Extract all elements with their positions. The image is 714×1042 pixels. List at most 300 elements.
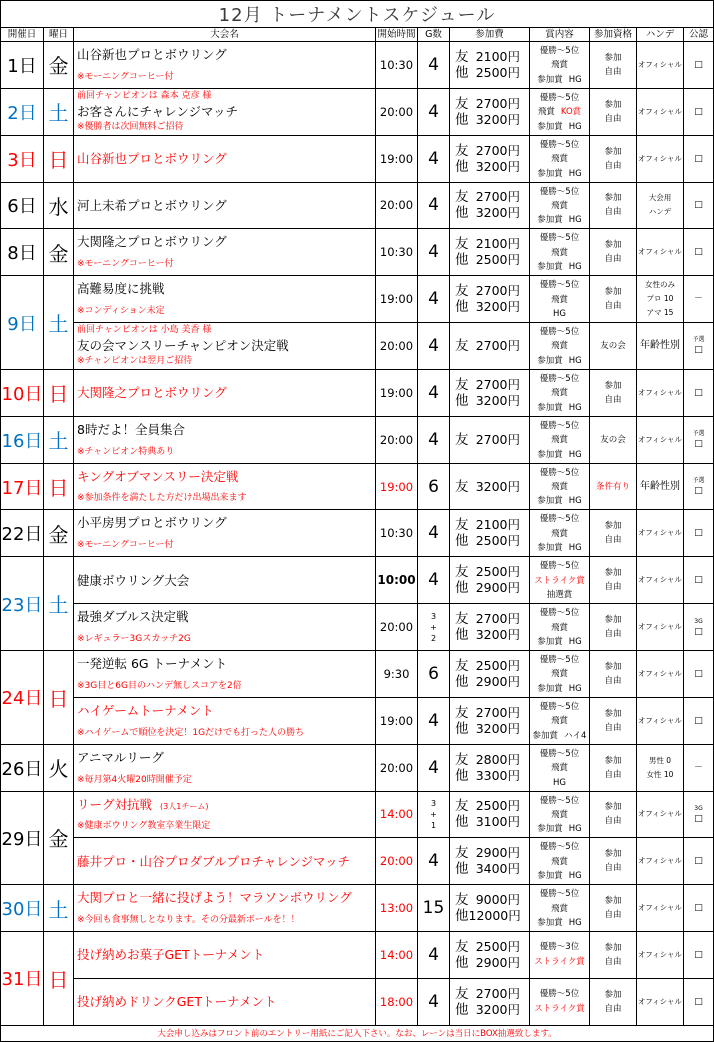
fee-label: 他 — [455, 954, 469, 971]
eligibility-text: 参加 — [604, 568, 622, 579]
fee-cell — [450, 89, 530, 136]
event-title — [77, 797, 208, 814]
fee-line — [455, 393, 520, 409]
prize-line — [551, 248, 568, 258]
handicap-text: オフィシャル — [637, 949, 683, 959]
handicap-cell — [637, 136, 684, 183]
date-cell: 30日 — [0, 885, 44, 932]
event-title — [77, 338, 289, 353]
start-time: 9:30 — [376, 651, 418, 698]
eligibility-cell — [590, 136, 637, 183]
event-name-cell — [74, 604, 376, 651]
prize-cell — [530, 745, 590, 792]
fee-amount: 3200円 — [475, 720, 520, 736]
prize-item: 優勝～5位 — [539, 327, 580, 338]
fee-line — [455, 236, 520, 252]
fee-line — [455, 564, 520, 580]
certified-cell — [684, 745, 714, 792]
handicap-cell — [637, 838, 684, 885]
prize-item: 飛賞 — [550, 435, 568, 446]
weekday-cell: 金 — [44, 42, 74, 89]
eligibility-text: 条件有り — [595, 481, 630, 492]
fee-cell — [450, 136, 530, 183]
certified-mark: □ — [694, 575, 703, 586]
game-count: 4 — [418, 417, 450, 464]
prize-cell — [530, 323, 590, 370]
fee-label: 他 — [455, 767, 469, 784]
fee-label: 友 — [455, 431, 469, 448]
prize-item: 参加賞 — [537, 683, 563, 694]
eligibility-text: 自由 — [604, 629, 622, 640]
fee-label: 友 — [455, 236, 469, 253]
fee-label: 他 — [455, 720, 469, 737]
certified-cell — [684, 417, 714, 464]
fee-amount: 3400円 — [475, 861, 520, 877]
game-count: 6 — [418, 464, 450, 511]
certified-cell — [684, 838, 714, 885]
event-title — [77, 385, 227, 400]
prize-item: HG — [568, 262, 582, 273]
handicap-text: オフィシャル — [637, 387, 683, 397]
handicap-cell — [637, 885, 684, 932]
fee-label: 他 — [455, 627, 469, 644]
eligibility-text: 自由 — [604, 769, 622, 780]
prize-item: 優勝～5位 — [539, 280, 580, 291]
certified-mark: □ — [694, 626, 703, 637]
prize-item: 飛賞 — [550, 341, 568, 352]
game-count: 4 — [418, 510, 450, 557]
prize-item: 飛賞 — [550, 669, 568, 680]
event-title-sub: (3人1チーム) — [160, 801, 209, 811]
prize-item: 優勝～5位 — [539, 420, 580, 431]
eligibility-cell — [590, 229, 637, 276]
start-time: 20:00 — [376, 323, 418, 370]
prize-item: HG — [568, 168, 582, 179]
certified-mark: □ — [694, 153, 703, 164]
event-title-text: リーグ対抗戦 — [77, 796, 153, 812]
start-time: 19:00 — [376, 698, 418, 745]
fee-amount: 3100円 — [475, 814, 520, 830]
event-note — [77, 540, 173, 551]
prize-item: 飛賞 — [550, 763, 568, 774]
prize-line — [540, 702, 579, 712]
eligibility-text: 自由 — [604, 160, 622, 171]
fee-line — [455, 814, 520, 830]
fee-label: 友 — [455, 283, 469, 300]
event-title-text: 小平房男プロとボウリング — [77, 515, 227, 531]
event-title-text: 投げ納めドリンクGETトーナメント — [77, 994, 277, 1010]
fee-label: 他 — [455, 205, 469, 222]
handicap-cell — [637, 510, 684, 557]
fee-line — [455, 338, 520, 354]
event-title-text: アニマルリーグ — [77, 749, 164, 765]
weekday-cell: 金 — [44, 510, 74, 557]
fee-amount: 2900円 — [475, 580, 520, 596]
event-name-cell — [74, 370, 376, 417]
prize-item: 飛賞 — [550, 294, 568, 305]
fee-label: 友 — [455, 376, 469, 393]
handicap-cell — [637, 557, 684, 604]
event-note-text: ※チャンピオンは翌月ご招待 — [77, 355, 193, 366]
prize-item: 参加賞 — [537, 262, 563, 273]
column-header-prizes: 賞内容 — [530, 28, 590, 42]
start-time: 13:00 — [376, 885, 418, 932]
certified-cell — [684, 885, 714, 932]
certified-note: 3G — [694, 617, 703, 625]
weekday-cell: 金 — [44, 792, 74, 886]
column-header-date: 開催日 — [0, 28, 44, 42]
fee-cell — [450, 745, 530, 792]
handicap-cell — [637, 183, 684, 230]
fee-label: 友 — [455, 938, 469, 955]
prize-line — [551, 154, 568, 164]
eligibility-cell — [590, 183, 637, 230]
event-title-text: 高難易度に挑戦 — [77, 281, 165, 297]
eligibility-text: 自由 — [604, 910, 622, 921]
certified-mark: □ — [694, 106, 703, 117]
date-cell: 22日 — [0, 510, 44, 557]
event-title-text: 山谷新也プロとボウリング — [77, 47, 227, 62]
event-note — [77, 493, 247, 504]
eligibility-cell — [590, 885, 637, 932]
eligibility-text: 参加 — [604, 849, 622, 860]
fee-label: 友 — [455, 337, 469, 354]
start-time: 19:00 — [376, 136, 418, 183]
prize-line — [537, 637, 582, 647]
certified-mark: □ — [694, 200, 703, 211]
certified-cell — [684, 323, 714, 370]
eligibility-text: 自由 — [604, 113, 622, 124]
prize-line — [551, 295, 568, 305]
prize-line — [537, 356, 582, 366]
prize-cell — [530, 979, 590, 1026]
prize-item: 優勝～5位 — [539, 186, 580, 197]
fee-label: 友 — [455, 48, 469, 65]
prize-line — [551, 623, 568, 633]
game-count — [418, 604, 450, 651]
game-count: 4 — [418, 370, 450, 417]
eligibility-text: 参加 — [604, 942, 622, 953]
start-time: 20:00 — [376, 604, 418, 651]
fee-line — [455, 479, 520, 495]
eligibility-cell — [590, 651, 637, 698]
prize-line — [537, 918, 582, 928]
fee-cell — [450, 417, 530, 464]
prize-item: 参加賞 — [537, 215, 563, 226]
prize-cell — [530, 183, 590, 230]
event-name-cell — [74, 792, 376, 839]
eligibility-cell — [590, 42, 637, 89]
prize-line — [551, 810, 568, 820]
prize-item: 抽選賞 — [546, 590, 573, 601]
event-name-cell — [74, 89, 376, 136]
weekday-cell: 日 — [44, 651, 74, 745]
prize-item: 飛賞 — [537, 107, 555, 118]
certified-mark: □ — [694, 345, 703, 356]
certified-mark: □ — [694, 387, 703, 398]
event-title — [77, 198, 227, 213]
weekday-cell: 火 — [44, 745, 74, 792]
prize-cell — [530, 792, 590, 839]
weekday-cell: 日 — [44, 464, 74, 511]
event-note — [77, 821, 210, 832]
prize-line — [551, 857, 568, 867]
handicap-text: オフィシャル — [637, 996, 683, 1006]
event-note — [77, 122, 184, 133]
handicap-text: プロ 10 — [646, 294, 674, 304]
game-count: 4 — [418, 136, 450, 183]
game-count: 4 — [418, 323, 450, 370]
prize-line — [540, 561, 579, 571]
fee-line — [455, 283, 520, 299]
event-name-cell — [74, 745, 376, 792]
event-name-cell — [74, 979, 376, 1026]
start-time: 10:00 — [376, 557, 418, 604]
weekday-cell: 金 — [44, 229, 74, 276]
date-cell: 24日 — [0, 651, 44, 745]
eligibility-text: 参加 — [604, 755, 622, 766]
prize-cell — [530, 604, 590, 651]
fee-cell — [450, 885, 530, 932]
prize-item: 優勝～5位 — [539, 561, 580, 572]
event-title-text: 大関隆之プロとボウリング — [77, 385, 227, 401]
game-count: 4 — [418, 838, 450, 885]
event-title-text: 友の会マンスリーチャンピオン決定戦 — [77, 338, 289, 354]
prize-item: 参加賞 — [537, 402, 563, 413]
prize-line — [540, 233, 579, 243]
handicap-cell — [637, 604, 684, 651]
certified-note: 3G — [694, 804, 703, 812]
prize-item: 参加賞 — [537, 168, 563, 179]
eligibility-text: 参加 — [604, 99, 622, 110]
prize-line — [551, 904, 568, 914]
fee-amount: 2500円 — [475, 657, 520, 673]
event-title — [77, 573, 189, 588]
event-note — [77, 915, 300, 926]
prize-item: 参加賞 — [537, 918, 563, 929]
column-header-games: G数 — [418, 28, 450, 42]
prize-item: HG — [553, 309, 566, 320]
handicap-text: 女性のみ — [645, 280, 675, 290]
game-count — [418, 792, 450, 839]
game-count: 4 — [418, 89, 450, 136]
handicap-text: ハンデ — [648, 207, 672, 217]
prize-item: 優勝～5位 — [539, 748, 580, 759]
fee-label: 友 — [455, 798, 469, 815]
event-note-text: ※モーニングコーヒー付 — [77, 540, 174, 551]
event-note-text: ※3G目と6G目のハンデ無しスコアを2倍 — [77, 680, 242, 691]
eligibility-cell — [590, 276, 637, 323]
fee-label: 他 — [455, 64, 469, 81]
prize-item: HG — [568, 402, 582, 413]
fee-amount: 2100円 — [475, 517, 520, 533]
prize-item: HG — [568, 683, 582, 694]
eligibility-cell — [590, 417, 637, 464]
event-note — [77, 325, 211, 336]
handicap-text: オフィシャル — [637, 106, 683, 116]
fee-amount: 2900円 — [475, 954, 520, 970]
certified-cell — [684, 464, 714, 511]
fee-label: 他 — [455, 299, 469, 316]
event-name-cell — [74, 932, 376, 979]
event-note — [77, 775, 192, 786]
fee-label: 他 — [455, 814, 469, 831]
event-title-text: ハイゲームトーナメント — [77, 702, 214, 718]
fee-line — [455, 658, 520, 674]
certified-mark: － — [693, 762, 703, 773]
fee-line — [455, 845, 520, 861]
event-title — [77, 854, 350, 869]
prize-item: ストライク賞 — [534, 575, 585, 586]
prize-line — [551, 388, 568, 398]
fee-line — [455, 768, 520, 784]
certified-cell — [684, 183, 714, 230]
event-note-text: ※健康ボウリング教室卒業生限定 — [77, 821, 211, 832]
certified-cell — [684, 42, 714, 89]
eligibility-text: 自由 — [604, 816, 622, 827]
event-title — [77, 234, 227, 249]
prize-line — [547, 590, 573, 600]
eligibility-text: 自由 — [604, 254, 622, 265]
prize-item: 参加賞 — [537, 496, 563, 507]
column-header-certified: 公認 — [684, 28, 714, 42]
event-title — [77, 281, 165, 296]
prize-item: HG — [568, 871, 582, 882]
certified-cell — [684, 698, 714, 745]
event-note — [77, 306, 165, 317]
event-name-cell — [74, 276, 376, 323]
event-title-text: キングオブマンスリー決定戦 — [77, 468, 239, 484]
start-time: 20:00 — [376, 838, 418, 885]
fee-amount: 3300円 — [475, 767, 520, 783]
date-cell: 17日 — [0, 464, 44, 511]
fee-amount: 2800円 — [475, 751, 520, 767]
event-title-text: 河上未希プロとボウリング — [77, 197, 227, 213]
prize-line — [537, 403, 582, 413]
handicap-text: オフィシャル — [637, 809, 683, 819]
handicap-cell — [637, 370, 684, 417]
event-title-text: 8時だよ！全員集合 — [77, 421, 185, 437]
eligibility-text: 自由 — [604, 301, 622, 312]
fee-amount: 3200円 — [475, 1001, 520, 1017]
event-note — [77, 728, 304, 739]
prize-line — [540, 280, 579, 290]
event-name-cell — [74, 42, 376, 89]
certified-cell — [684, 276, 714, 323]
fee-line — [455, 798, 520, 814]
eligibility-cell — [590, 698, 637, 745]
certified-cell — [684, 229, 714, 276]
certified-mark: □ — [694, 59, 703, 70]
fee-line — [455, 986, 520, 1002]
fee-amount: 2900円 — [475, 673, 520, 689]
event-title — [77, 947, 264, 962]
prize-line — [537, 122, 582, 132]
fee-amount: 2700円 — [475, 376, 520, 392]
fee-cell — [450, 651, 530, 698]
fee-line — [455, 955, 520, 971]
prize-line — [551, 60, 568, 70]
eligibility-text: 参加 — [604, 287, 622, 298]
prize-line — [537, 169, 582, 179]
date-cell: 1日 — [0, 42, 44, 89]
prize-item: 優勝～5位 — [539, 139, 580, 150]
fee-label: 友 — [455, 517, 469, 534]
start-time: 20:00 — [376, 417, 418, 464]
weekday-cell: 日 — [44, 932, 74, 1026]
eligibility-text: 参加 — [604, 661, 622, 672]
certified-cell — [684, 792, 714, 839]
prize-line — [537, 871, 582, 881]
certified-note: 予選 — [692, 336, 705, 344]
handicap-text: 女性 10 — [646, 769, 674, 779]
fee-line — [455, 705, 520, 721]
event-title — [77, 609, 189, 624]
column-header-start-time: 開始時間 — [376, 28, 418, 42]
eligibility-text: 友の会 — [600, 434, 626, 445]
date-cell: 10日 — [0, 370, 44, 417]
prize-item: 飛賞 — [550, 60, 568, 71]
event-title — [77, 422, 185, 437]
eligibility-text: 参加 — [604, 708, 622, 719]
eligibility-text: 参加 — [604, 146, 622, 157]
handicap-text: オフィシャル — [637, 575, 683, 585]
fee-cell — [450, 838, 530, 885]
game-count: 4 — [418, 229, 450, 276]
prize-line — [540, 655, 579, 665]
certified-mark: □ — [694, 856, 703, 867]
event-title-text: 藤井プロ・山谷プロダブルプロチャレンジマッチ — [77, 853, 351, 869]
fee-cell — [450, 276, 530, 323]
eligibility-cell — [590, 932, 637, 979]
handicap-text: オフィシャル — [637, 715, 683, 725]
prize-item: HG — [568, 449, 582, 460]
fee-label: 他 — [455, 673, 469, 690]
prize-line — [537, 543, 582, 553]
eligibility-text: 自由 — [604, 66, 622, 77]
prize-line — [540, 749, 579, 759]
event-title — [77, 703, 214, 718]
start-time: 19:00 — [376, 464, 418, 511]
game-count-part: + — [430, 622, 437, 632]
fee-amount: 2700円 — [475, 431, 520, 447]
prize-line — [534, 576, 585, 586]
game-count-part: 3 — [430, 611, 437, 621]
eligibility-text: 自由 — [604, 394, 622, 405]
event-note — [77, 634, 191, 645]
prize-line — [537, 450, 582, 460]
event-title — [77, 151, 227, 166]
certified-mark: □ — [694, 813, 703, 824]
fee-amount: 2500円 — [475, 252, 520, 268]
fee-label: 他 — [455, 1001, 469, 1018]
prize-item: 参加賞 — [537, 355, 563, 366]
certified-mark: □ — [694, 996, 703, 1007]
certified-mark: □ — [694, 439, 703, 450]
prize-line — [537, 824, 582, 834]
game-count: 4 — [418, 183, 450, 230]
event-title-text: 最強ダブルス決定戦 — [77, 609, 189, 625]
prize-line — [537, 496, 582, 506]
fee-label: 友 — [455, 95, 469, 112]
event-note — [77, 356, 192, 367]
fee-cell — [450, 557, 530, 604]
eligibility-cell — [590, 89, 637, 136]
prize-cell — [530, 838, 590, 885]
handicap-text: 年齢性別 — [640, 480, 680, 492]
fee-line — [455, 143, 520, 159]
prize-item: 参加賞 — [537, 636, 563, 647]
